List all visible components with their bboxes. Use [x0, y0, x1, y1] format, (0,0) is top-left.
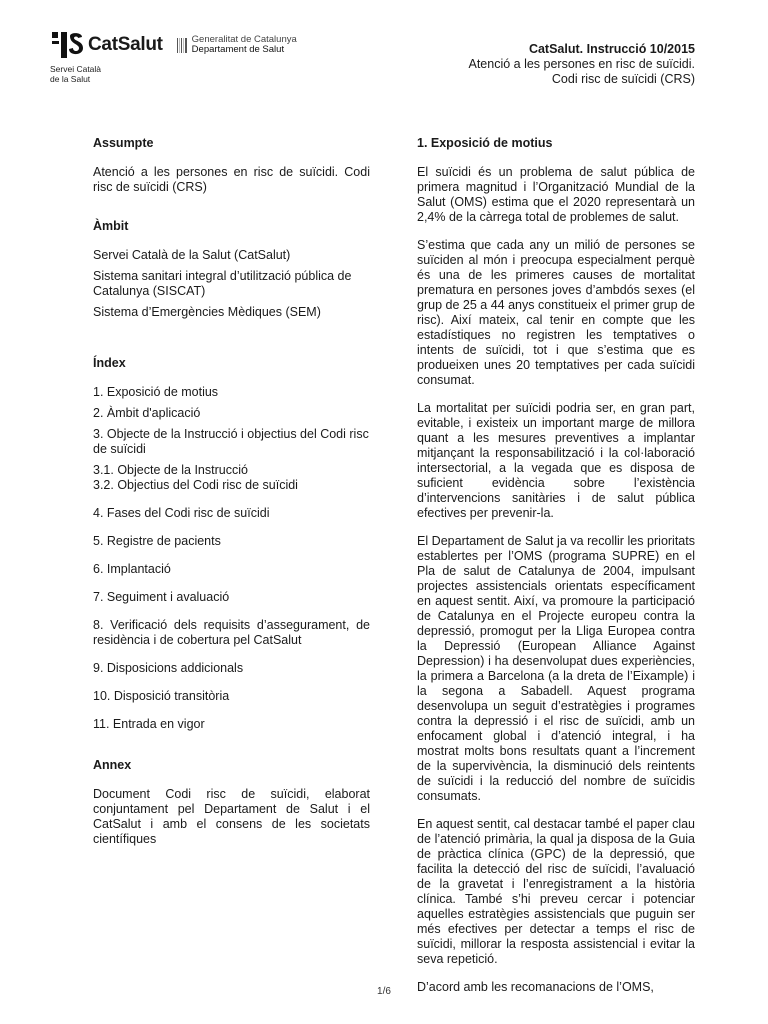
page-number: 1/6 [377, 986, 391, 997]
annex-heading: Annex [93, 758, 132, 772]
index-item: 3.1. Objecte de la Instrucció [93, 463, 248, 477]
annex-text: Document Codi risc de suïcidi, elaborat conjuntament pel Departament de Salut i el CatSalut i amb el consens de les societats científiques [93, 787, 370, 846]
section-heading: 1. Exposició de motius [417, 136, 553, 150]
index-item: 5. Registre de pacients [93, 534, 221, 548]
index-item: 10. Disposició transitòria [93, 689, 230, 703]
department-label: Departament de Salut [191, 44, 285, 55]
instruction-subject: Atenció a les persones en risc de suïcidi. [468, 57, 695, 71]
index-item: 1. Exposició de motius [93, 385, 219, 399]
index-item: 7. Seguiment i avaluació [93, 590, 230, 604]
catsalut-logo-icon [50, 30, 84, 60]
catsalut-logo-block [50, 30, 297, 84]
assumpte-text: Atenció a les persones en risc de suïcidi. Codi risc de suïcidi (CRS) [93, 165, 370, 194]
generalitat-label: Generalitat de Catalunya [191, 34, 297, 45]
ambit-item: Sistema d’Emergències Mèdiques (SEM) [93, 305, 321, 319]
body-paragraph: La mortalitat per suïcidi podria ser, en gran part, evitable, i existeix un important marge de millora quant a les mesures preventives a implantar mitjançant la responsabilització i la col·laboració intersectorial, a la vegada que es disposa de suficient evidència sobre l’existència d’intervencions sanitàries i de salut pública efectives per prevenir-la. [417, 401, 695, 520]
index-item: 3.2. Objectius del Codi risc de suïcidi [93, 478, 298, 492]
body-paragraph: En aquest sentit, cal destacar també el paper clau de l’atenció primària, la qual ja disposa de la Guia de pràctica clínica (GPC) de la depressió, que facilita la detecció del risc de suïcidi, l’avaluació de la gravetat i l’enregistrament a la història clínica. També s’hi preveu cercar i potenciar aquelles estratègies assistencials que puguin ser més efectives per detectar a temps el risc de suïcidi, millorar la resposta assistencial i evitar la seva repetició. [417, 817, 695, 966]
ambit-item: Sistema sanitari integral d’utilització pública de Catalunya (SISCAT) [93, 269, 352, 298]
index-item: 4. Fases del Codi risc de suïcidi [93, 506, 270, 520]
ambit-item: Servei Català de la Salut (CatSalut) [93, 248, 291, 262]
index-item: 6. Implantació [93, 562, 171, 576]
index-item: 9. Disposicions addicionals [93, 661, 244, 675]
index-item: 3. Objecte de la Instrucció i objectius del Codi risc de suïcidi [93, 427, 369, 456]
right-column [417, 136, 695, 995]
index-heading: Índex [93, 356, 126, 370]
catsalut-logo-text: CatSalut [88, 34, 163, 55]
index-item: 8. Verificació dels requisits d’assegurament, de residència i de cobertura pel CatSalut [93, 618, 370, 647]
instruction-number: CatSalut. Instrucció 10/2015 [528, 42, 695, 56]
body-paragraph: D’acord amb les recomanacions de l’OMS, [417, 980, 654, 994]
index-item: 2. Àmbit d'aplicació [93, 406, 201, 420]
generalitat-emblem-block [177, 35, 297, 55]
catsalut-subtitle: Servei Català de la Salut [50, 64, 102, 84]
index-list [93, 385, 370, 732]
instruction-code: Codi risc de suïcidi (CRS) [551, 72, 695, 86]
ambit-heading: Àmbit [93, 219, 129, 233]
body-paragraph: El suïcidi és un problema de salut pública de primera magnitud i l’Organització Mundial de la Salut (OMS) estima que el 2020 representarà un 2,4% de la càrrega total de problemes de salut. [417, 165, 695, 224]
index-item: 11. Entrada en vigor [93, 717, 205, 731]
body-paragraph: El Departament de Salut ja va recollir les prioritats establertes per l’OMS (programa SUPRE) en el Pla de salut de Catalunya de 2004, impulsant projectes assistencials orientats específicament en aquest sentit. Així, va promoure la participació de Catalunya en el Projecte europeu contra la depressió, promogut per la Lliga Europea contra la Depressió (European Alliance Against Depression) i ha desenvolupat dues experiències, la primera a Barcelona (a la dreta de l’Eixample) i la segona a Sabadell. Aquest programa desenvolupa un seguit d’estratègies i programes contra la depressió i el risc de suïcidi, amb un enfocament global i d’atenció integral, i ha mostrat molts bons resultats quant a l’increment de la supervivència, la disminució dels reintents de suïcidi i la reducció del nombre de suïcidis consumats. [417, 534, 695, 803]
generalitat-emblem-icon [177, 38, 187, 53]
document-reference [468, 42, 695, 87]
body-paragraph: S’estima que cada any un milió de persones se suïciden al món i preocupa especialment perquè és una de les primeres causes de mortalitat prematura en persones joves d’ambdós sexes (el grup de 25 a 44 anys constitueix el primer grup de risc). Així mateix, cal tenir en compte que les estadístiques no registren les temptatives o intents de suïcidi, tot i que s’estima que es produeixen unes 20 temptatives per cada suïcidi consumat. [417, 238, 695, 387]
left-column [93, 136, 370, 847]
assumpte-heading: Assumpte [93, 136, 154, 150]
